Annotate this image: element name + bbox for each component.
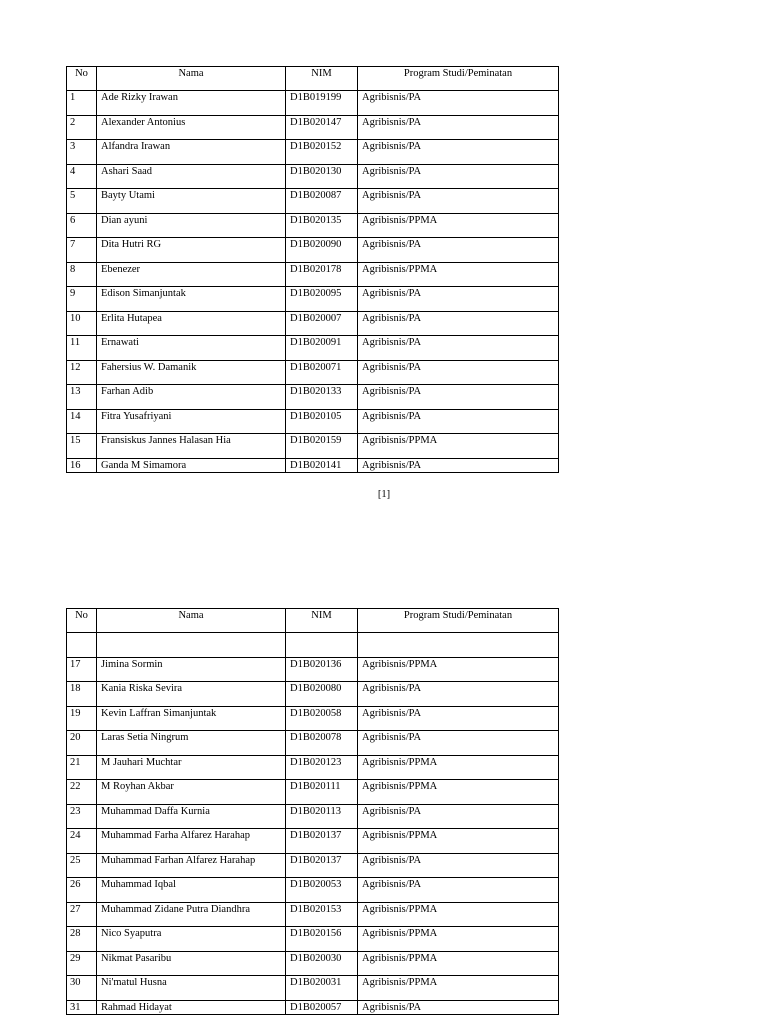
cell-nim: D1B020091	[286, 336, 358, 361]
table-row	[67, 458, 559, 472]
cell-no: 21	[67, 755, 97, 780]
cell-nim: D1B020080	[286, 682, 358, 707]
cell-program-studi: Agribisnis/PA	[358, 853, 559, 878]
cell-program-studi: Agribisnis/PPMA	[358, 434, 559, 459]
cell-no: 26	[67, 878, 97, 903]
table-row	[67, 238, 559, 263]
cell-no: 30	[67, 976, 97, 1001]
table-row	[67, 140, 559, 165]
cell-nama: Ade Rizky Irawan	[97, 91, 286, 116]
cell-no: 15	[67, 434, 97, 459]
cell-nim: D1B020007	[286, 311, 358, 336]
cell-program-studi: Agribisnis/PPMA	[358, 902, 559, 927]
cell-program-studi: Agribisnis/PPMA	[358, 780, 559, 805]
cell-nama: M Jauhari Muchtar	[97, 755, 286, 780]
cell-nama: Dian ayuni	[97, 213, 286, 238]
cell-nim: D1B020111	[286, 780, 358, 805]
cell-no: 3	[67, 140, 97, 165]
cell-nim: D1B020031	[286, 976, 358, 1001]
header-no: No	[67, 67, 97, 91]
cell-no: 28	[67, 927, 97, 952]
table-row	[67, 902, 559, 927]
header-nim: NIM	[286, 609, 358, 633]
header-nama: Nama	[97, 67, 286, 91]
table-row	[67, 927, 559, 952]
cell-nim: D1B020153	[286, 902, 358, 927]
header-program-studi: Program Studi/Peminatan	[358, 609, 559, 633]
cell-nim: D1B020087	[286, 189, 358, 214]
student-table-1	[66, 66, 559, 473]
cell-nama: Kevin Laffran Simanjuntak	[97, 706, 286, 731]
cell-no: 6	[67, 213, 97, 238]
cell-nim	[286, 633, 358, 658]
cell-nim: D1B020137	[286, 853, 358, 878]
table-header-row	[67, 609, 559, 633]
cell-program-studi: Agribisnis/PPMA	[358, 951, 559, 976]
cell-no: 29	[67, 951, 97, 976]
table-body-2	[67, 633, 559, 1015]
cell-nama: Farhan Adib	[97, 385, 286, 410]
cell-program-studi: Agribisnis/PA	[358, 1000, 559, 1014]
cell-nama: Muhammad Farhan Alfarez Harahap	[97, 853, 286, 878]
page-number-marker: [1]	[377, 489, 391, 500]
cell-nim: D1B020147	[286, 115, 358, 140]
cell-nama: Ebenezer	[97, 262, 286, 287]
cell-nama: Fahersius W. Damanik	[97, 360, 286, 385]
cell-nama: Rahmad Hidayat	[97, 1000, 286, 1014]
cell-program-studi: Agribisnis/PA	[358, 189, 559, 214]
table-row	[67, 780, 559, 805]
cell-nama: Laras Setia Ningrum	[97, 731, 286, 756]
cell-nama: Ernawati	[97, 336, 286, 361]
cell-program-studi: Agribisnis/PA	[358, 458, 559, 472]
cell-nama: Kania Riska Sevira	[97, 682, 286, 707]
cell-program-studi: Agribisnis/PA	[358, 682, 559, 707]
cell-program-studi: Agribisnis/PA	[358, 409, 559, 434]
cell-program-studi: Agribisnis/PA	[358, 287, 559, 312]
cell-nama: Edison Simanjuntak	[97, 287, 286, 312]
table-row	[67, 409, 559, 434]
cell-nama: Fitra Yusafriyani	[97, 409, 286, 434]
cell-nim: D1B019199	[286, 91, 358, 116]
table-row	[67, 657, 559, 682]
cell-no: 25	[67, 853, 97, 878]
cell-nama: Fransiskus Jannes Halasan Hia	[97, 434, 286, 459]
header-nim: NIM	[286, 67, 358, 91]
cell-no: 7	[67, 238, 97, 263]
table-row	[67, 1000, 559, 1014]
cell-nama: Ganda M Simamora	[97, 458, 286, 472]
cell-no: 4	[67, 164, 97, 189]
table-row	[67, 385, 559, 410]
cell-no: 19	[67, 706, 97, 731]
table-row	[67, 755, 559, 780]
cell-nama: Muhammad Iqbal	[97, 878, 286, 903]
cell-nim: D1B020030	[286, 951, 358, 976]
table-row	[67, 115, 559, 140]
cell-program-studi: Agribisnis/PA	[358, 804, 559, 829]
cell-no: 10	[67, 311, 97, 336]
table-row	[67, 976, 559, 1001]
cell-no: 17	[67, 657, 97, 682]
header-program-studi: Program Studi/Peminatan	[358, 67, 559, 91]
cell-nama: Nikmat Pasaribu	[97, 951, 286, 976]
cell-nim: D1B020057	[286, 1000, 358, 1014]
cell-nama: Ashari Saad	[97, 164, 286, 189]
table-row	[67, 189, 559, 214]
cell-nim: D1B020159	[286, 434, 358, 459]
table-row	[67, 731, 559, 756]
cell-program-studi: Agribisnis/PA	[358, 140, 559, 165]
cell-no: 11	[67, 336, 97, 361]
cell-nim: D1B020136	[286, 657, 358, 682]
cell-program-studi: Agribisnis/PPMA	[358, 262, 559, 287]
cell-no: 13	[67, 385, 97, 410]
cell-no: 14	[67, 409, 97, 434]
cell-nama: Muhammad Farha Alfarez Harahap	[97, 829, 286, 854]
cell-nama: Erlita Hutapea	[97, 311, 286, 336]
table-row	[67, 682, 559, 707]
cell-nim: D1B020078	[286, 731, 358, 756]
cell-program-studi: Agribisnis/PA	[358, 115, 559, 140]
table-row	[67, 262, 559, 287]
cell-no: 23	[67, 804, 97, 829]
header-no: No	[67, 609, 97, 633]
table-row	[67, 878, 559, 903]
table-row	[67, 951, 559, 976]
cell-nama: Dita Hutri RG	[97, 238, 286, 263]
cell-no: 20	[67, 731, 97, 756]
table-row	[67, 706, 559, 731]
cell-nim: D1B020133	[286, 385, 358, 410]
cell-program-studi: Agribisnis/PPMA	[358, 927, 559, 952]
table-body-1	[67, 91, 559, 473]
cell-nama: Bayty Utami	[97, 189, 286, 214]
cell-program-studi: Agribisnis/PA	[358, 706, 559, 731]
cell-nama: Muhammad Daffa Kurnia	[97, 804, 286, 829]
table-row	[67, 164, 559, 189]
cell-nim: D1B020058	[286, 706, 358, 731]
table-row	[67, 336, 559, 361]
table-row	[67, 804, 559, 829]
cell-no: 18	[67, 682, 97, 707]
cell-nama: Jimina Sormin	[97, 657, 286, 682]
cell-no: 16	[67, 458, 97, 472]
cell-nim: D1B020156	[286, 927, 358, 952]
cell-program-studi: Agribisnis/PA	[358, 336, 559, 361]
cell-no	[67, 633, 97, 658]
table-row	[67, 434, 559, 459]
table-row	[67, 829, 559, 854]
cell-no: 1	[67, 91, 97, 116]
cell-program-studi: Agribisnis/PPMA	[358, 829, 559, 854]
cell-nama: Alexander Antonius	[97, 115, 286, 140]
cell-nim: D1B020130	[286, 164, 358, 189]
header-nama: Nama	[97, 609, 286, 633]
cell-no: 2	[67, 115, 97, 140]
table-row	[67, 360, 559, 385]
cell-nim: D1B020071	[286, 360, 358, 385]
cell-program-studi: Agribisnis/PA	[358, 238, 559, 263]
cell-no: 8	[67, 262, 97, 287]
cell-nim: D1B020178	[286, 262, 358, 287]
cell-program-studi: Agribisnis/PPMA	[358, 755, 559, 780]
cell-nama: M Royhan Akbar	[97, 780, 286, 805]
cell-nim: D1B020095	[286, 287, 358, 312]
table-row	[67, 91, 559, 116]
cell-nim: D1B020090	[286, 238, 358, 263]
cell-nim: D1B020105	[286, 409, 358, 434]
cell-program-studi	[358, 633, 559, 658]
cell-no: 27	[67, 902, 97, 927]
cell-nim: D1B020123	[286, 755, 358, 780]
table-row	[67, 287, 559, 312]
student-table-2	[66, 608, 559, 1015]
cell-nama: Alfandra Irawan	[97, 140, 286, 165]
cell-nim: D1B020141	[286, 458, 358, 472]
cell-program-studi: Agribisnis/PA	[358, 311, 559, 336]
cell-no: 12	[67, 360, 97, 385]
cell-nama: Muhammad Zidane Putra Diandhra	[97, 902, 286, 927]
cell-no: 9	[67, 287, 97, 312]
cell-nim: D1B020135	[286, 213, 358, 238]
cell-program-studi: Agribisnis/PPMA	[358, 976, 559, 1001]
cell-program-studi: Agribisnis/PA	[358, 731, 559, 756]
cell-nim: D1B020113	[286, 804, 358, 829]
cell-no: 31	[67, 1000, 97, 1014]
cell-program-studi: Agribisnis/PA	[358, 164, 559, 189]
cell-no: 5	[67, 189, 97, 214]
cell-program-studi: Agribisnis/PPMA	[358, 657, 559, 682]
cell-nim: D1B020152	[286, 140, 358, 165]
table-row	[67, 213, 559, 238]
cell-program-studi: Agribisnis/PA	[358, 360, 559, 385]
cell-program-studi: Agribisnis/PA	[358, 385, 559, 410]
cell-no: 24	[67, 829, 97, 854]
cell-nama	[97, 633, 286, 658]
table-row	[67, 853, 559, 878]
cell-program-studi: Agribisnis/PA	[358, 91, 559, 116]
cell-no: 22	[67, 780, 97, 805]
cell-nim: D1B020053	[286, 878, 358, 903]
cell-nama: Ni'matul Husna	[97, 976, 286, 1001]
cell-nim: D1B020137	[286, 829, 358, 854]
table-header-row	[67, 67, 559, 91]
table-row	[67, 311, 559, 336]
table-row	[67, 633, 559, 658]
cell-program-studi: Agribisnis/PA	[358, 878, 559, 903]
cell-program-studi: Agribisnis/PPMA	[358, 213, 559, 238]
cell-nama: Nico Syaputra	[97, 927, 286, 952]
